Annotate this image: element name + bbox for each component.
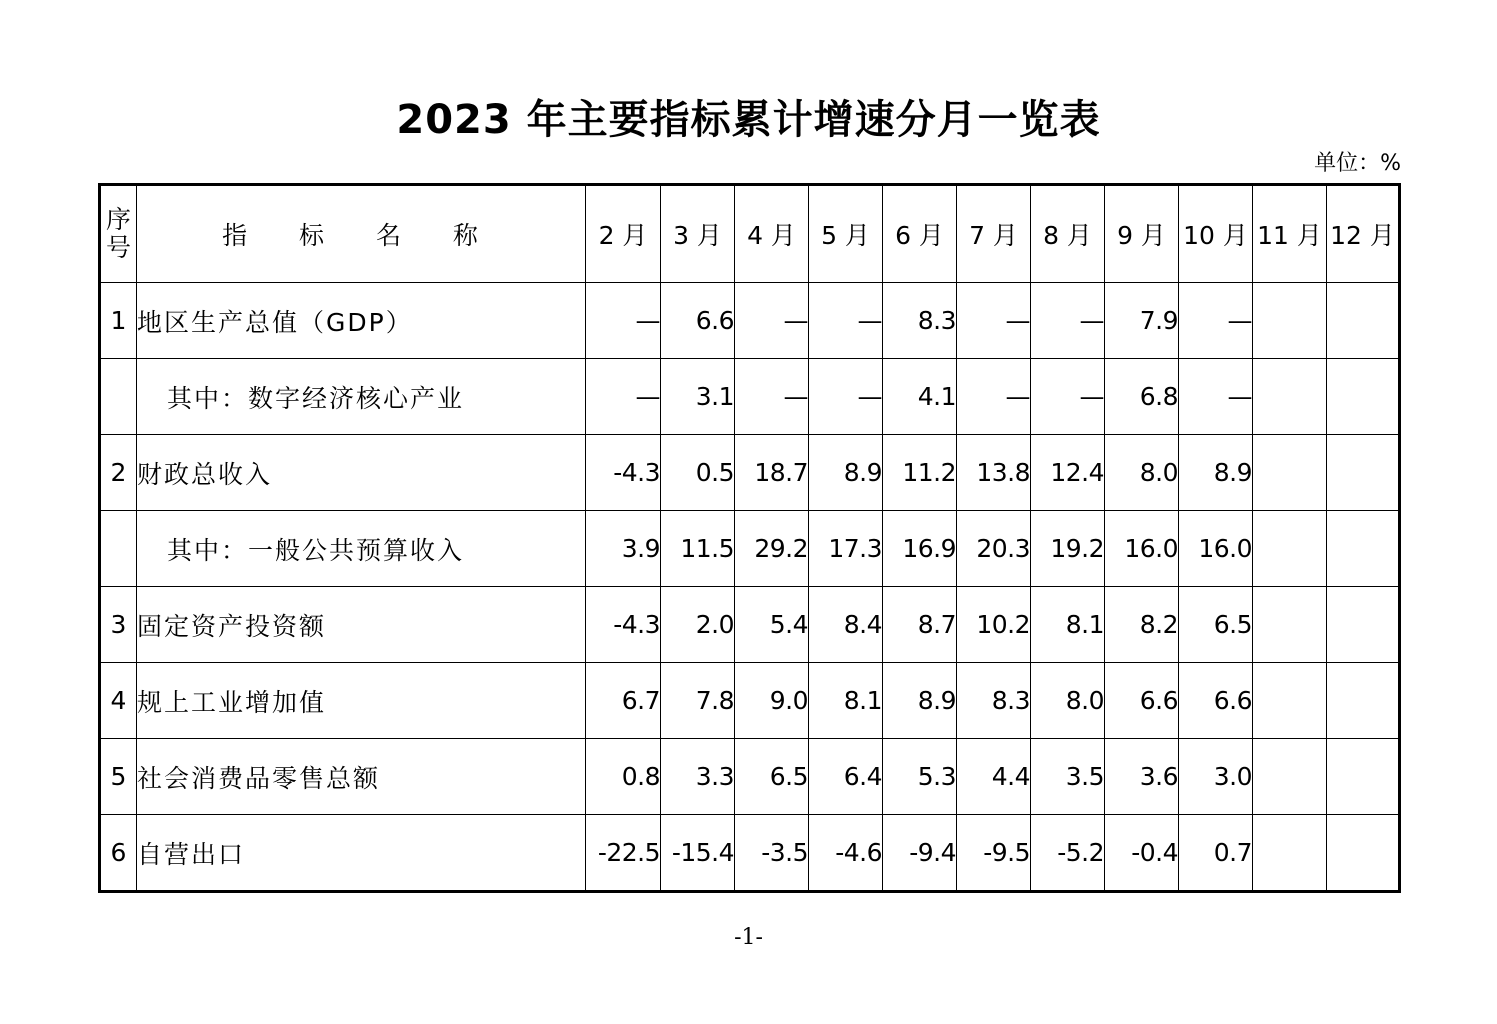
cell-value: 7.8	[661, 663, 735, 739]
month-header: 3 月	[661, 185, 735, 283]
month-header: 9 月	[1105, 185, 1179, 283]
table-row	[100, 283, 1400, 359]
row-seq	[100, 359, 137, 435]
cell-value: —	[809, 359, 883, 435]
cell-value: 8.4	[809, 587, 883, 663]
cell-value: 19.2	[1031, 511, 1105, 587]
cell-value: 3.6	[1105, 739, 1179, 815]
cell-value: 6.4	[809, 739, 883, 815]
cell-value	[1327, 511, 1400, 587]
month-header: 2 月	[586, 185, 661, 283]
cell-value: —	[1179, 283, 1253, 359]
cell-value: 4.4	[957, 739, 1031, 815]
cell-value: 7.9	[1105, 283, 1179, 359]
cell-value: 0.7	[1179, 815, 1253, 892]
month-header: 6 月	[883, 185, 957, 283]
cell-value: —	[957, 283, 1031, 359]
cell-value: —	[1031, 283, 1105, 359]
cell-value: —	[809, 283, 883, 359]
month-header: 7 月	[957, 185, 1031, 283]
cell-value: -0.4	[1105, 815, 1179, 892]
cell-value: 18.7	[735, 435, 809, 511]
table-row	[100, 435, 1400, 511]
row-name: 自营出口	[137, 815, 586, 892]
indicator-table	[98, 183, 1401, 893]
cell-value	[1327, 359, 1400, 435]
name-header: 指 标 名 称	[137, 185, 586, 283]
cell-value: 10.2	[957, 587, 1031, 663]
cell-value: —	[586, 359, 661, 435]
cell-value: 8.1	[1031, 587, 1105, 663]
cell-value: 6.6	[1105, 663, 1179, 739]
row-name: 固定资产投资额	[137, 587, 586, 663]
month-header: 4 月	[735, 185, 809, 283]
cell-value: 3.9	[586, 511, 661, 587]
cell-value: —	[586, 283, 661, 359]
cell-value: 8.1	[809, 663, 883, 739]
row-seq	[100, 511, 137, 587]
cell-value: 8.9	[1179, 435, 1253, 511]
cell-value: 8.9	[809, 435, 883, 511]
row-name: 社会消费品零售总额	[137, 739, 586, 815]
cell-value: 3.1	[661, 359, 735, 435]
month-header: 8 月	[1031, 185, 1105, 283]
cell-value	[1327, 587, 1400, 663]
cell-value: 5.3	[883, 739, 957, 815]
header-row	[100, 185, 1400, 283]
cell-value: 8.0	[1105, 435, 1179, 511]
cell-value: 0.5	[661, 435, 735, 511]
cell-value: -15.4	[661, 815, 735, 892]
cell-value: 12.4	[1031, 435, 1105, 511]
cell-value	[1327, 663, 1400, 739]
cell-value	[1327, 283, 1400, 359]
month-header: 11 月	[1253, 185, 1327, 283]
cell-value: 8.2	[1105, 587, 1179, 663]
cell-value	[1327, 815, 1400, 892]
row-name: 地区生产总值（GDP）	[137, 283, 586, 359]
cell-value	[1327, 739, 1400, 815]
cell-value: 8.9	[883, 663, 957, 739]
cell-value: —	[1179, 359, 1253, 435]
table-row	[100, 359, 1400, 435]
cell-value: 8.0	[1031, 663, 1105, 739]
cell-value: 8.3	[957, 663, 1031, 739]
seq-header-line2: 号	[105, 233, 131, 262]
cell-value: 16.0	[1105, 511, 1179, 587]
table-row	[100, 663, 1400, 739]
cell-value: 9.0	[735, 663, 809, 739]
cell-value: 0.8	[586, 739, 661, 815]
row-name: 规上工业增加值	[137, 663, 586, 739]
cell-value: 11.5	[661, 511, 735, 587]
seq-header	[100, 185, 137, 283]
cell-value	[1253, 739, 1327, 815]
cell-value	[1253, 283, 1327, 359]
cell-value: 6.8	[1105, 359, 1179, 435]
cell-value	[1253, 511, 1327, 587]
cell-value	[1253, 587, 1327, 663]
table-row	[100, 815, 1400, 892]
cell-value: -4.3	[586, 435, 661, 511]
cell-value: -9.4	[883, 815, 957, 892]
cell-value: 6.5	[735, 739, 809, 815]
seq-header-line1: 序	[105, 205, 131, 234]
page-title: 2023 年主要指标累计增速分月一览表	[396, 97, 1101, 143]
cell-value: 3.0	[1179, 739, 1253, 815]
month-header: 12 月	[1327, 185, 1400, 283]
row-seq: 2	[100, 435, 137, 511]
month-header: 10 月	[1179, 185, 1253, 283]
cell-value: -3.5	[735, 815, 809, 892]
cell-value: -4.3	[586, 587, 661, 663]
cell-value: 29.2	[735, 511, 809, 587]
cell-value: 17.3	[809, 511, 883, 587]
cell-value: 13.8	[957, 435, 1031, 511]
cell-value: 20.3	[957, 511, 1031, 587]
cell-value: —	[1031, 359, 1105, 435]
cell-value: 5.4	[735, 587, 809, 663]
cell-value: 11.2	[883, 435, 957, 511]
cell-value: -4.6	[809, 815, 883, 892]
cell-value: 8.3	[883, 283, 957, 359]
cell-value: 16.0	[1179, 511, 1253, 587]
unit-label: 单位：%	[1314, 151, 1401, 176]
cell-value: -9.5	[957, 815, 1031, 892]
row-seq: 5	[100, 739, 137, 815]
cell-value: —	[735, 283, 809, 359]
cell-value: 4.1	[883, 359, 957, 435]
table-row	[100, 739, 1400, 815]
cell-value	[1253, 435, 1327, 511]
row-name: 其中：一般公共预算收入	[137, 511, 586, 587]
cell-value	[1253, 359, 1327, 435]
cell-value: 6.5	[1179, 587, 1253, 663]
cell-value: 16.9	[883, 511, 957, 587]
table-row	[100, 511, 1400, 587]
cell-value: —	[957, 359, 1031, 435]
cell-value: 6.6	[661, 283, 735, 359]
page-number: -1-	[734, 925, 763, 950]
cell-value: 3.5	[1031, 739, 1105, 815]
cell-value: -5.2	[1031, 815, 1105, 892]
row-seq: 6	[100, 815, 137, 892]
row-seq: 3	[100, 587, 137, 663]
row-seq: 4	[100, 663, 137, 739]
cell-value	[1253, 815, 1327, 892]
cell-value: 8.7	[883, 587, 957, 663]
cell-value: 6.7	[586, 663, 661, 739]
cell-value: 6.6	[1179, 663, 1253, 739]
table-row	[100, 587, 1400, 663]
cell-value: —	[735, 359, 809, 435]
row-name: 财政总收入	[137, 435, 586, 511]
cell-value	[1327, 435, 1400, 511]
cell-value: 3.3	[661, 739, 735, 815]
cell-value	[1253, 663, 1327, 739]
cell-value: -22.5	[586, 815, 661, 892]
month-header: 5 月	[809, 185, 883, 283]
cell-value: 2.0	[661, 587, 735, 663]
row-name: 其中：数字经济核心产业	[137, 359, 586, 435]
row-seq: 1	[100, 283, 137, 359]
